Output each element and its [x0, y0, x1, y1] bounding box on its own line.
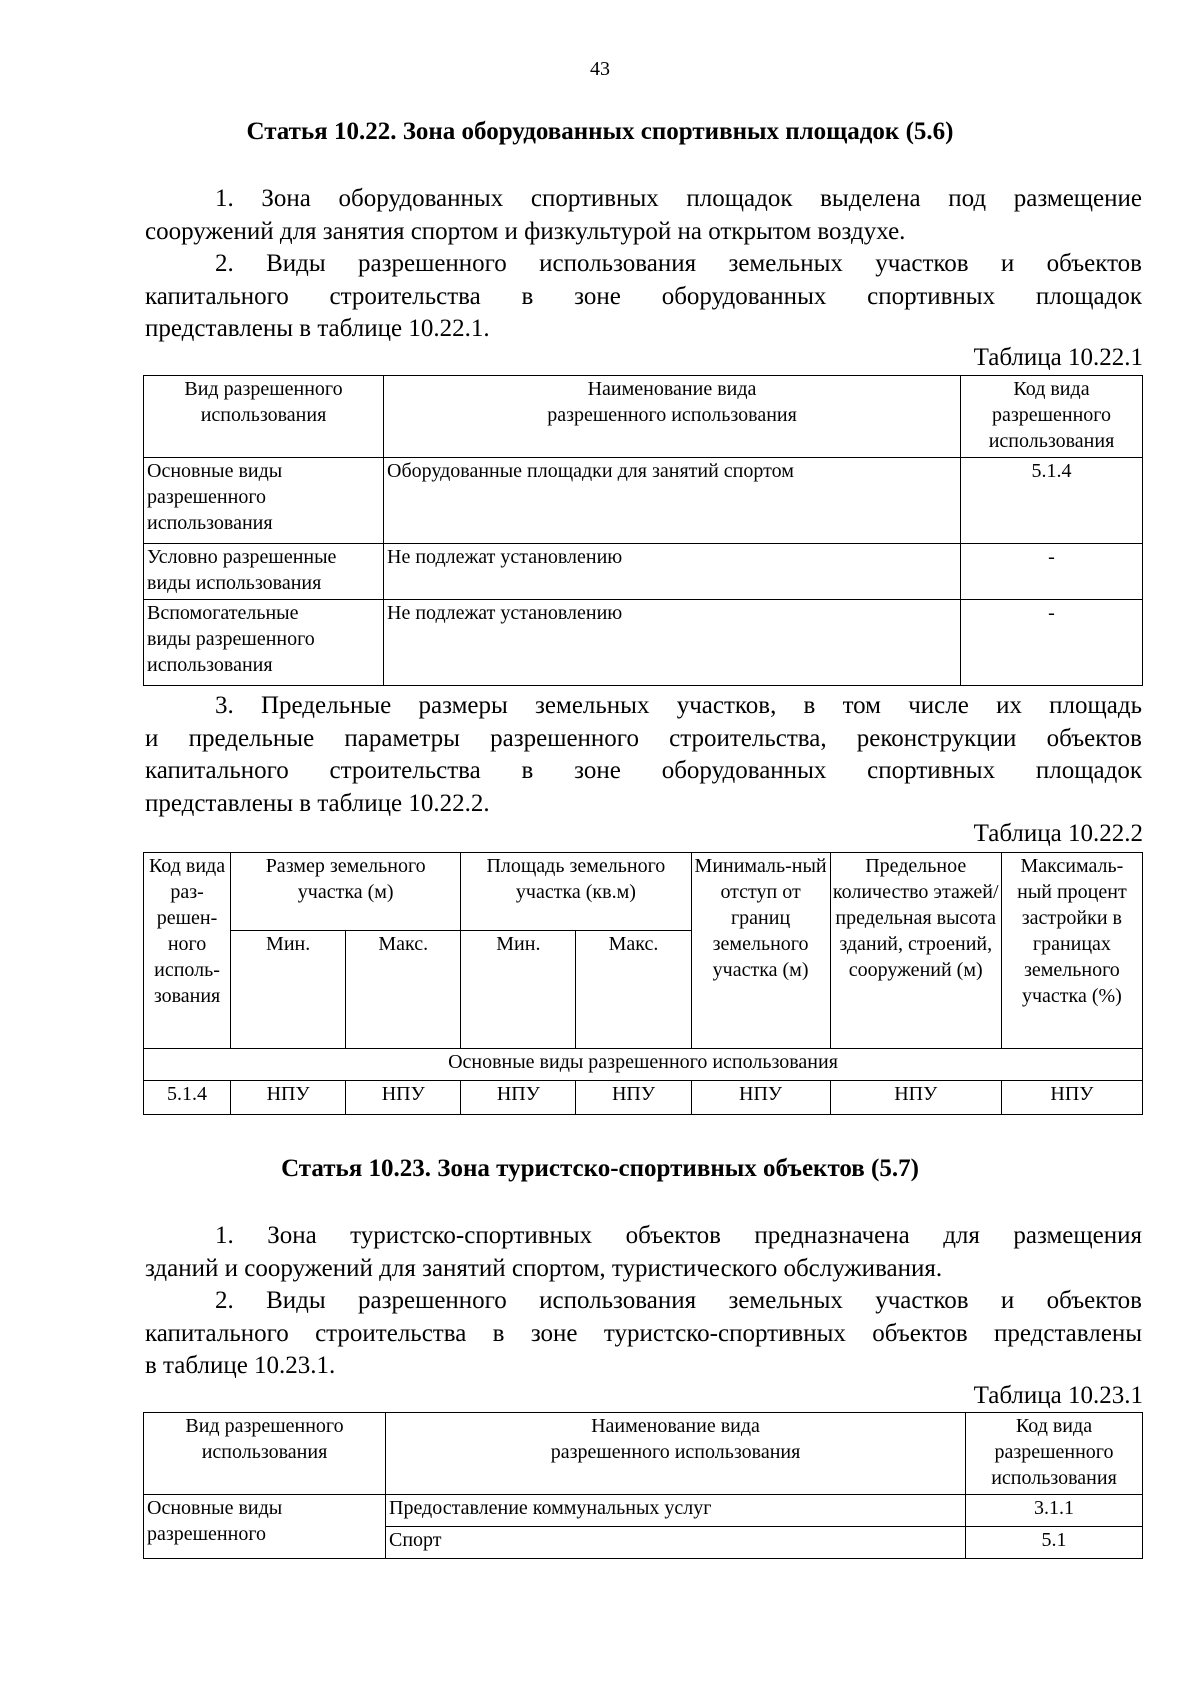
paragraph-line: капитального строительства в зоне туристско-спортивных объектов представлены	[145, 1319, 1142, 1347]
table-cell: 5.1.4	[144, 1081, 231, 1115]
table-header-cell: Вид разрешенного использования	[144, 376, 384, 458]
paragraph-line: сооружений для занятия спортом и физкультурой на открытом воздухе.	[145, 217, 906, 245]
table-cell: -	[961, 600, 1143, 686]
paragraph-line: представлены в таблице 10.22.2.	[145, 789, 490, 817]
table-10-22-2	[143, 852, 1143, 1115]
table-header-cell: Наименование вида разрешенного использования	[384, 376, 961, 458]
table-cell: 5.1.4	[961, 458, 1143, 544]
table-header-cell: Размер земельного участка (м)	[231, 853, 461, 931]
table-cell: -	[961, 544, 1143, 600]
table-row	[144, 1081, 1143, 1115]
table-cell: 5.1	[966, 1527, 1143, 1559]
paragraph-line: зданий и сооружений для занятий спортом, туристического обслуживания.	[145, 1254, 943, 1282]
table-caption: Таблица 10.22.1	[973, 344, 1143, 371]
paragraph-line: 1. Зона туристско-спортивных объектов предназначена для размещения	[215, 1222, 1142, 1249]
paragraph-line: в таблице 10.23.1.	[145, 1352, 336, 1379]
table-header-cell: Макс.	[346, 931, 461, 1049]
table-cell: Спорт	[386, 1527, 966, 1559]
table-header-cell: Мин.	[231, 931, 346, 1049]
table-cell: Оборудованные площадки для занятий спортом	[384, 458, 961, 544]
table-cell: НПУ	[461, 1081, 576, 1115]
paragraph-line: и предельные параметры разрешенного строительства, реконструкции объектов	[145, 724, 1142, 752]
table-cell: НПУ	[346, 1081, 461, 1115]
paragraph-1	[145, 183, 1142, 248]
paragraph-line: 3. Предельные размеры земельных участков, в том числе их площадь	[215, 692, 1142, 719]
paragraph-line: капитального строительства в зоне оборудованных спортивных площадок	[145, 757, 1142, 784]
paragraph-2	[145, 248, 1142, 346]
table-header-cell: Код вида разрешенного использования	[966, 1413, 1143, 1495]
table-cell: Предоставление коммунальных услуг	[386, 1495, 966, 1527]
table-cell: Вспомогательные виды разрешенного использования	[144, 600, 384, 686]
article-heading: Статья 10.22. Зона оборудованных спортивных площадок (5.6)	[246, 118, 954, 145]
paragraph-3	[145, 690, 1142, 820]
table-cell: 3.1.1	[966, 1495, 1143, 1527]
table-cell: НПУ	[691, 1081, 830, 1115]
table-row	[144, 1495, 1143, 1527]
table-row	[144, 600, 1143, 686]
table-cell: Не подлежат установлению	[384, 544, 961, 600]
table-header-cell: Площадь земельного участка (кв.м)	[461, 853, 691, 931]
paragraph-line: 2. Виды разрешенного использования земельных участков и объектов	[215, 1287, 1142, 1314]
table-caption: Таблица 10.22.2	[973, 820, 1143, 847]
table-header-cell: Код вида раз-решен-ного исполь-зования	[144, 853, 231, 1049]
table-cell: Основные виды разрешенного	[144, 1495, 386, 1559]
paragraph-line: представлены в таблице 10.22.1.	[145, 315, 490, 342]
table-cell: НПУ	[830, 1081, 1001, 1115]
paragraph-line: капитального строительства в зоне оборудованных спортивных площадок	[145, 282, 1142, 310]
table-header-cell: Наименование вида разрешенного использования	[386, 1413, 966, 1495]
table-cell: НПУ	[1001, 1081, 1142, 1115]
paragraph-line: 2. Виды разрешенного использования земельных участков и объектов	[215, 250, 1142, 277]
table-header-cell: Код вида разрешенного использования	[961, 376, 1143, 458]
table-header-cell: Максималь-ный процент застройки в границах земельного участка (%)	[1001, 853, 1142, 1049]
table-10-23-1	[143, 1412, 1143, 1559]
paragraph-2	[145, 1285, 1142, 1383]
paragraph-1	[145, 1220, 1142, 1285]
table-cell: Не подлежат установлению	[384, 600, 961, 686]
table-cell: Условно разрешенные виды использования	[144, 544, 384, 600]
table-cell: НПУ	[576, 1081, 691, 1115]
paragraph-line: 1. Зона оборудованных спортивных площадок выделена под размещение	[215, 185, 1142, 212]
table-header-cell: Минималь-ный отступ от границ земельного участка (м)	[691, 853, 830, 1049]
table-header-cell: Предельное количество этажей/ предельная высота зданий, строений, сооружений (м)	[830, 853, 1001, 1049]
table-header-cell: Мин.	[461, 931, 576, 1049]
table-row	[144, 458, 1143, 544]
page-number: 43	[590, 58, 610, 80]
article-heading: Статья 10.23. Зона туристско-спортивных объектов (5.7)	[281, 1155, 919, 1182]
table-cell: НПУ	[231, 1081, 346, 1115]
table-section-row: Основные виды разрешенного использования	[144, 1049, 1143, 1081]
table-cell: Основные виды разрешенного использования	[144, 458, 384, 544]
table-row	[144, 544, 1143, 600]
table-header-cell: Макс.	[576, 931, 691, 1049]
table-header-cell: Вид разрешенного использования	[144, 1413, 386, 1495]
table-10-22-1	[143, 375, 1143, 686]
table-caption: Таблица 10.23.1	[973, 1382, 1143, 1409]
